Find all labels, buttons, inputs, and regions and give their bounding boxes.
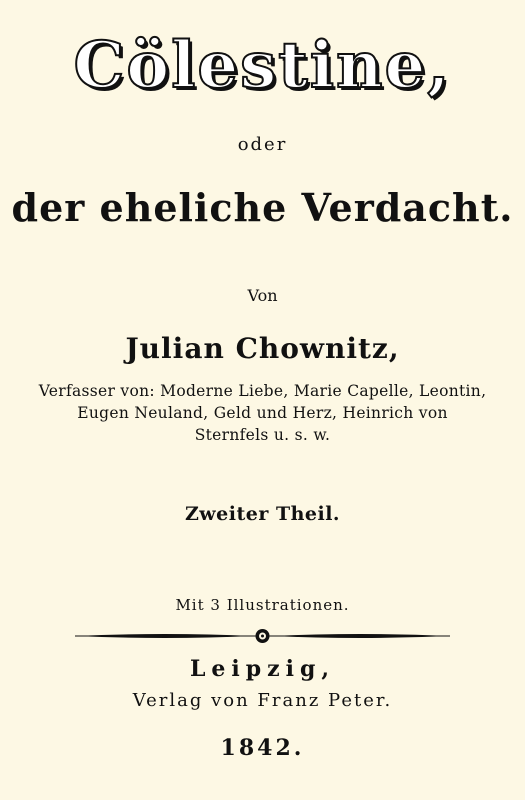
- book-subtitle: der eheliche Verdacht.: [11, 185, 514, 230]
- author-works: [0, 380, 525, 446]
- works-line: Sternfels u. s. w.: [194, 426, 331, 444]
- by-line: Von: [247, 286, 278, 305]
- publication-place: Leipzig,: [189, 656, 336, 682]
- illustrations-note: Mit 3 Illustrationen.: [175, 596, 350, 614]
- ornamental-rule-icon: [75, 624, 450, 648]
- volume-part: Zweiter Theil.: [184, 503, 341, 525]
- author-name: Julian Chownitz,: [125, 332, 400, 365]
- works-line: Verfasser von: Moderne Liebe, Marie Capelle, Leontin,: [38, 382, 487, 400]
- book-title: Cölestine,: [73, 28, 452, 103]
- publisher: Verlag von Franz Peter.: [132, 690, 393, 711]
- works-line: Eugen Neuland, Geld und Herz, Heinrich von: [77, 404, 448, 422]
- publication-year: 1842.: [220, 735, 305, 761]
- title-conjunction: oder: [237, 134, 288, 155]
